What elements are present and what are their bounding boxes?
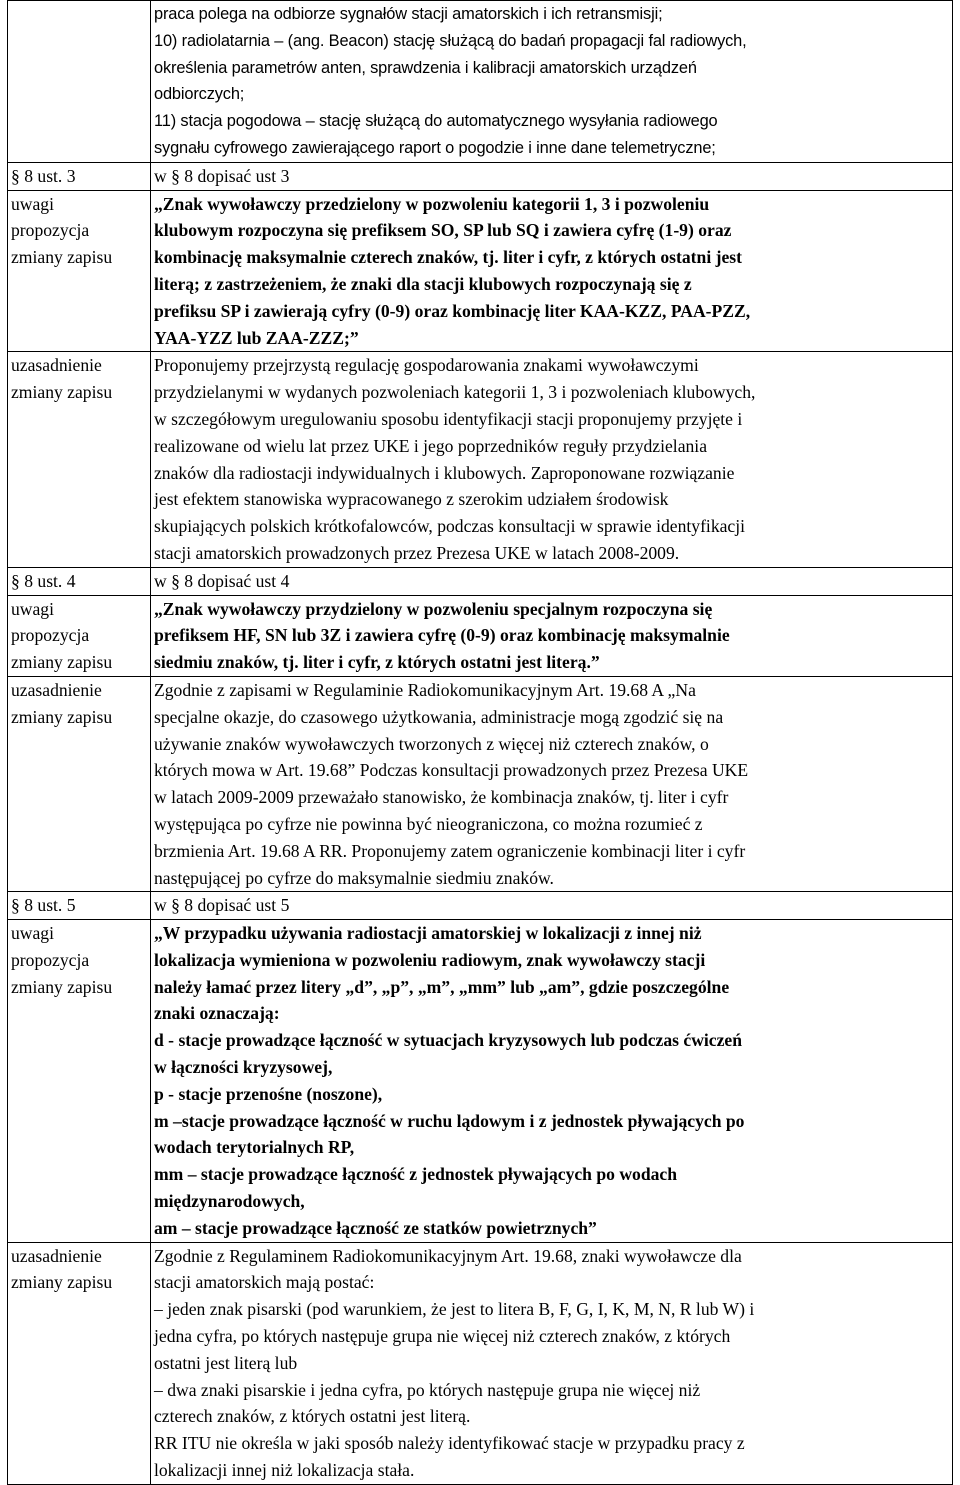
proposal-line: w łączności kryzysowej, [154,1057,333,1078]
proposal-line: am – stacje prowadzące łączność ze statków powietrznych” [154,1217,597,1238]
uwagi-label [8,190,151,352]
intro-row [8,1,953,163]
proposal-line: klubowym rozpoczyna się prefiksem SO, SP lub SQ i zawiera cyfrę (1-9) oraz [154,220,732,241]
proposal-text [151,920,953,1243]
intro-line: sygnału cyfrowego zawierającego raport o pogodzie i inne dane telemetryczne; [154,138,716,157]
uzasadnienie-label [8,1242,151,1484]
uwagi-label [8,920,151,1243]
intro-line: odbiorczych; [154,85,245,104]
ust-label: § 8 ust. 3 [8,162,151,190]
label-line: uzasadnienie [11,1245,102,1266]
justification-line: Proponujemy przejrzystą regulację gospodarowania znakami wywoławczymi [154,355,699,376]
uzasadnienie-label [8,352,151,567]
justification-line: RR ITU nie określa w jaki sposób należy identyfikować stacje w przypadku pracy z [154,1433,745,1454]
justification-line: jedna cyfra, po których następuje grupa nie więcej niż czterech znaków, z których [154,1326,731,1347]
label-line: propozycja [11,949,90,970]
proposal-text [151,190,953,352]
label-line: zmiany zapisu [11,382,113,403]
intro-line: praca polega na odbiorze sygnałów stacji amatorskich i ich retransmisji; [154,5,663,23]
justification-line: w latach 2009-2009 przeważało stanowisko, że kombinacja znaków, tj. liter i cyfr [154,787,729,808]
proposal-line: siedmiu znaków, tj. liter i cyfr, z których ostatni jest literą.” [154,652,600,673]
proposal-line: międzynarodowych, [154,1191,305,1212]
label-line: uwagi [11,923,54,944]
proposal-line: „Znak wywoławczy przydzielony w pozwoleniu specjalnym rozpoczyna się [154,598,713,619]
uzasadnienie-label [8,676,151,891]
proposal-line: należy łamać przez litery „d”, „p”, „m”, „mm” lub „am”, gdzie poszczególne [154,976,730,997]
justification-line: jest efektem stanowiska wypracowanego z szerokim udziałem środowisk [154,489,669,510]
proposal-row [8,595,953,676]
proposal-line: m –stacje prowadzące łączność w ruchu lądowym i z jednostek pływających po [154,1110,745,1131]
proposal-line: „Znak wywoławczy przedzielony w pozwoleniu kategorii 1, 3 i pozwoleniu [154,193,710,214]
section-header-row [8,892,953,920]
justification-line: następującej po cyfrze do maksymalnie siedmiu znaków. [154,867,554,888]
justification-text [151,676,953,891]
intro-line: określenia parametrów anten, sprawdzenia i kalibracji amatorskich urządzeń [154,58,697,77]
justification-line: znaków dla radiostacji indywidualnych i klubowych. Zaproponowane rozwiązanie [154,462,735,483]
instruction-text: w § 8 dopisać ust 3 [151,162,953,190]
justification-line: Zgodnie z zapisami w Regulaminie Radiokomunikacyjnym Art. 19.68 A „Na [154,679,696,700]
label-line: propozycja [11,220,90,241]
label-line: uwagi [11,598,54,619]
justification-line: przydzielanymi w wydanych pozwoleniach kategorii 1, 3 i pozwoleniach klubowych, [154,382,756,403]
intro-line: 11) stacja pogodowa – stację służącą do automatycznego wysyłania radiowego [154,112,718,131]
proposal-line: p - stacje przenośne (noszone), [154,1083,383,1104]
instruction-text: w § 8 dopisać ust 4 [151,567,953,595]
proposal-line: mm – stacje prowadzące łączność z jednostek pływających po wodach [154,1164,678,1185]
label-line: zmiany zapisu [11,1272,113,1293]
proposal-line: kombinację maksymalnie czterech znaków, tj. liter i cyfr, z których ostatni jest [154,247,742,268]
proposal-table [7,0,953,1485]
justification-line: ostatni jest literą lub [154,1352,298,1373]
proposal-text [151,595,953,676]
proposal-line: „W przypadku używania radiostacji amatorskiej w lokalizacji z innej niż [154,923,702,944]
justification-line: używanie znaków wywoławczych tworzonych z więcej niż czterech znaków, o [154,733,709,754]
justification-line: brzmienia Art. 19.68 A RR. Proponujemy zatem ograniczenie kombinacji liter i cyfr [154,840,746,861]
uwagi-label [8,595,151,676]
label-line: zmiany zapisu [11,652,113,673]
label-line: uzasadnienie [11,355,102,376]
proposal-line: d - stacje prowadzące łączność w sytuacjach kryzysowych lub podczas ćwiczeń [154,1030,743,1051]
justification-line: których mowa w Art. 19.68” Podczas konsultacji prowadzonych przez Prezesa UKE [154,760,749,781]
intro-line: 10) radiolatarnia – (ang. Beacon) stację służącą do badań propagacji fal radiowych, [154,31,747,50]
ust-label: § 8 ust. 4 [8,567,151,595]
proposal-line: prefiksu SP i zawierają cyfry (0-9) oraz kombinację liter KAA-KZZ, PAA-PZZ, [154,300,751,321]
justification-line: – dwa znaki pisarskie i jedna cyfra, po których następuje grupa nie więcej niż [154,1379,701,1400]
proposal-line: prefiksem HF, SN lub 3Z i zawiera cyfrę (0-9) oraz kombinację maksymalnie [154,625,730,646]
label-line: zmiany zapisu [11,247,113,268]
label-line: uzasadnienie [11,679,102,700]
justification-line: czterech znaków, z których ostatni jest literą. [154,1406,471,1427]
justification-line: lokalizacji innej niż lokalizacja stała. [154,1460,415,1481]
section-header-row [8,567,953,595]
justification-line: występująca po cyfrze nie powinna być nieograniczona, co można rozumieć z [154,813,703,834]
ust-label: § 8 ust. 5 [8,892,151,920]
justification-line: realizowane od wielu lat przez UKE i jego poprzedników reguły przydzielania [154,435,708,456]
justification-line: – jeden znak pisarski (pod warunkiem, że jest to litera B, F, G, I, K, M, N, R lub W) i [154,1299,755,1320]
proposal-line: YAA-YZZ lub ZAA-ZZZ;” [154,327,359,348]
label-line: zmiany zapisu [11,976,113,997]
proposal-line: lokalizacja wymieniona w pozwoleniu radiowym, znak wywoławczy stacji [154,949,706,970]
justification-text [151,1242,953,1484]
intro-cell [151,1,953,163]
justification-line: specjalne okazje, do czasowego użytkowania, administracje mogą zgodzić się na [154,706,724,727]
justification-row [8,352,953,567]
proposal-row [8,190,953,352]
justification-row [8,676,953,891]
intro-text [154,1,950,162]
justification-row [8,1242,953,1484]
justification-line: skupiających polskich krótkofalowców, podczas konsultacji w sprawie identyfikacji [154,516,746,537]
label-line: propozycja [11,625,90,646]
instruction-text: w § 8 dopisać ust 5 [151,892,953,920]
proposal-line: literą; z zastrzeżeniem, że znaki dla stacji klubowych rozpoczynają się z [154,273,692,294]
empty-label-cell [8,1,151,163]
proposal-line: wodach terytorialnych RP, [154,1137,355,1158]
justification-line: Zgodnie z Regulaminem Radiokomunikacyjnym Art. 19.68, znaki wywoławcze dla [154,1245,742,1266]
label-line: uwagi [11,193,54,214]
label-line: zmiany zapisu [11,706,113,727]
section-header-row [8,162,953,190]
proposal-line: znaki oznaczają: [154,1003,280,1024]
justification-line: w szczegółowym uregulowaniu sposobu identyfikacji stacji proponujemy przyjęte i [154,408,743,429]
justification-line: stacji amatorskich mają postać: [154,1272,375,1293]
proposal-row [8,920,953,1243]
justification-line: stacji amatorskich prowadzonych przez Prezesa UKE w latach 2008-2009. [154,542,680,563]
justification-text [151,352,953,567]
